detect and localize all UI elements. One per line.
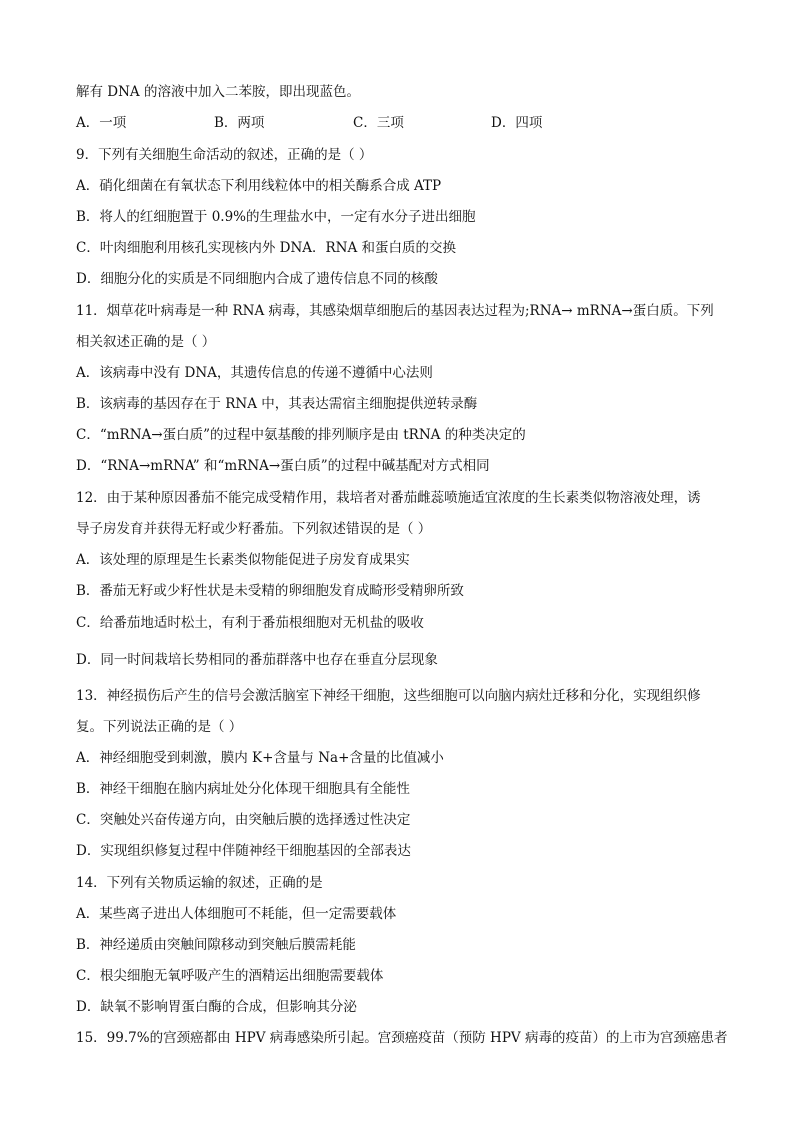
- question-13-option-b: B．神经干细胞在脑内病址处分化体现干细胞具有全能性: [76, 781, 410, 797]
- question-14-option-a: A．某些离子进出人体细胞可不耗能，但一定需要载体: [76, 906, 397, 922]
- question-9-option-c: C．叶肉细胞利用核孔实现核内外 DNA．RNA 和蛋白质的交换: [76, 240, 457, 256]
- intro-continuation-line: 解有 DNA 的溶液中加入二苯胺，即出现蓝色。: [76, 84, 360, 100]
- question-12-option-d: D．同一时间栽培长势相同的番茄群落中也存在垂直分层现象: [76, 652, 438, 668]
- question-14-stem: 14．下列有关物质运输的叙述，正确的是: [76, 875, 323, 891]
- question-9-option-d: D．细胞分化的实质是不同细胞内合成了遗传信息不同的核酸: [76, 271, 438, 287]
- question-11-option-d: D．“RNA→mRNA” 和“mRNA→蛋白质”的过程中碱基配对方式相同: [76, 458, 490, 474]
- question-13-option-c: C．突触处兴奋传递方向，由突触后膜的选择透过性决定: [76, 812, 411, 828]
- question-11-stem-line-1: 11．烟草花叶病毒是一种 RNA 病毒，其感染烟草细胞后的基因表达过程为;RNA→ mRNA→蛋白质。下列: [76, 303, 714, 319]
- question-13-stem-line-2: 复。下列说法正确的是（ ）: [76, 719, 243, 735]
- question-12-option-b: B．番茄无籽或少籽性状是未受精的卵细胞发育成畸形受精卵所致: [76, 583, 464, 599]
- question-11-option-c: C．“mRNA→蛋白质”的过程中氨基酸的排列顺序是由 tRNA 的种类决定的: [76, 427, 526, 443]
- question-11-option-b: B．该病毒的基因存在于 RNA 中，其表达需宿主细胞提供逆转录酶: [76, 396, 478, 412]
- question-13-option-d: D．实现组织修复过程中伴随神经干细胞基因的全部表达: [76, 843, 411, 859]
- question-12-stem-line-2: 导子房发育并获得无籽或少籽番茄。下列叙述错误的是（ ）: [76, 521, 432, 537]
- question-11-option-a: A．该病毒中没有 DNA，其遗传信息的传递不遵循中心法则: [76, 365, 433, 381]
- question-9-stem: 9．下列有关细胞生命活动的叙述，正确的是（ ）: [76, 147, 373, 163]
- intro-option-d: D．四项: [491, 115, 543, 131]
- question-13-stem-line-1: 13．神经损伤后产生的信号会激活脑室下神经干细胞，这些细胞可以向脑内病灶迁移和分化，实现组织修: [76, 688, 701, 704]
- question-9-option-b: B．将人的红细胞置于 0.9%的生理盐水中，一定有水分子进出细胞: [76, 209, 476, 225]
- question-14-option-d: D．缺氧不影响胃蛋白酶的合成，但影响其分泌: [76, 999, 357, 1015]
- intro-option-a: A．一项: [76, 115, 127, 131]
- question-12-option-a: A．该处理的原理是生长素类似物能促进子房发育成果实: [76, 552, 410, 568]
- intro-option-b: B．两项: [214, 115, 265, 131]
- question-9-option-a: A．硝化细菌在有氧状态下利用线粒体中的相关酶系合成 ATP: [76, 178, 442, 194]
- question-15-stem: 15．99.7%的宫颈癌都由 HPV 病毒感染所引起。宫颈癌疫苗（预防 HPV 病毒的疫苗）的上市为宫颈癌患者: [76, 1030, 728, 1046]
- question-12-stem-line-1: 12．由于某种原因番茄不能完成受精作用，栽培者对番茄雌蕊喷施适宜浓度的生长素类似物溶液处理，诱: [76, 490, 701, 506]
- question-14-option-b: B．神经递质由突触间隙移动到突触后膜需耗能: [76, 937, 356, 953]
- question-13-option-a: A．神经细胞受到刺激，膜内 K+含量与 Na+含量的比值减小: [76, 750, 444, 766]
- question-14-option-c: C．根尖细胞无氧呼吸产生的酒精运出细胞需要载体: [76, 968, 384, 984]
- question-12-option-c: C．给番茄地适时松土，有利于番茄根细胞对无机盐的吸收: [76, 615, 424, 631]
- intro-options-row: [76, 113, 736, 133]
- question-11-stem-line-2: 相关叙述正确的是（ ）: [76, 334, 216, 350]
- intro-option-c: C．三项: [353, 115, 404, 131]
